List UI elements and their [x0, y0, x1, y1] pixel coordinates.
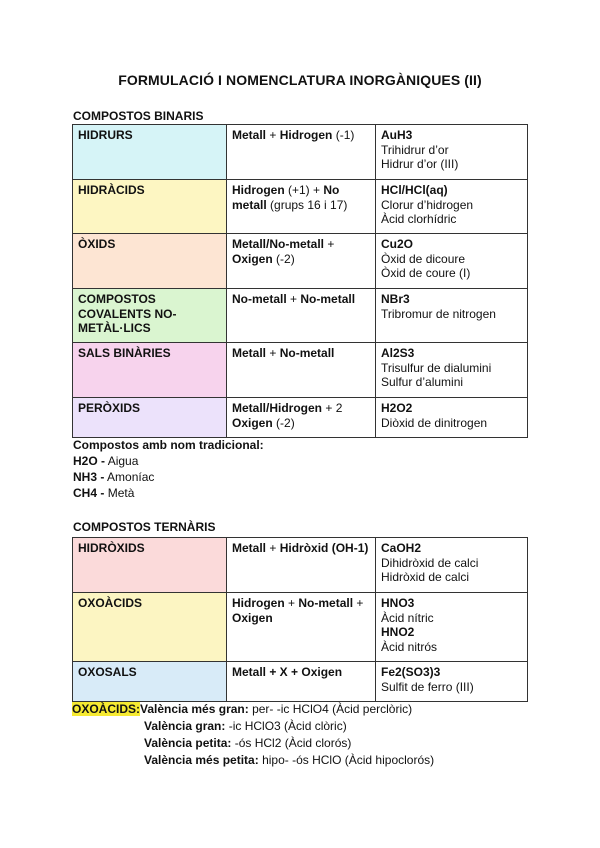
category-cell: COMPOSTOS COVALENTS NO-METÀL·LICS — [73, 289, 227, 343]
section-title-ternaris: COMPOSTOS TERNÀRIS — [73, 520, 216, 534]
table-row — [73, 180, 528, 234]
table-row — [73, 289, 528, 343]
example-cell: HCl/HCl(aq) Clorur d’hidrogen Àcid clorhídric — [376, 180, 528, 234]
table-row — [73, 125, 528, 180]
traditional-heading: Compostos amb nom tradicional: — [73, 438, 264, 452]
list-item: H2O - Aigua — [73, 454, 139, 468]
category-cell: PERÒXIDS — [73, 398, 227, 438]
category-cell: HIDRÀCIDS — [73, 180, 227, 234]
example-cell: Cu2O Òxid de dicoure Òxid de coure (I) — [376, 234, 528, 289]
example-cell: Al2S3 Trisulfur de dialumini Sulfur d’alumini — [376, 343, 528, 398]
category-cell: HIDRÒXIDS — [73, 538, 227, 593]
list-item: OXOÀCIDS:València més gran: per- -ic HClO4 (Àcid perclòric) — [72, 702, 413, 716]
table-row — [73, 593, 528, 662]
list-item: València més petita: hipo- -ós HClO (Àcid hipoclorós) — [144, 753, 435, 767]
formula-cell: Hidrogen (+1) + No metall (grups 16 i 17) — [227, 180, 376, 234]
formula-cell: Metall + X + Oxigen — [227, 662, 376, 702]
category-cell: OXOSALS — [73, 662, 227, 702]
list-item: NH3 - Amoníac — [73, 470, 155, 484]
table-row — [73, 234, 528, 289]
section-title-binaris: COMPOSTOS BINARIS — [73, 109, 204, 123]
page-title: FORMULACIÓ I NOMENCLATURA INORGÀNIQUES (II) — [118, 72, 482, 88]
list-item: CH4 - Metà — [73, 486, 135, 500]
table-row — [73, 662, 528, 702]
example-cell: H2O2 Diòxid de dinitrogen — [376, 398, 528, 438]
example-cell: HNO3 Àcid nítric HNO2 Àcid nitrós — [376, 593, 528, 662]
category-cell: HIDRURS — [73, 125, 227, 180]
example-cell: CaOH2 Dihidròxid de calci Hidròxid de calci — [376, 538, 528, 593]
category-cell: OXOÀCIDS — [73, 593, 227, 662]
example-cell: AuH3 Trihidrur d’or Hidrur d’or (III) — [376, 125, 528, 180]
list-item: València gran: -ic HClO3 (Àcid clòric) — [144, 719, 347, 733]
formula-cell: Metall + No-metall — [227, 343, 376, 398]
formula-cell: Metall/Hidrogen + 2 Oxigen (-2) — [227, 398, 376, 438]
category-cell: ÒXIDS — [73, 234, 227, 289]
formula-cell: Metall/No-metall + Oxigen (-2) — [227, 234, 376, 289]
oxoacids-label: OXOÀCIDS: — [72, 702, 141, 716]
list-item: València petita: -ós HCl2 (Àcid clorós) — [144, 736, 352, 750]
table-row — [73, 538, 528, 593]
formula-cell: Hidrogen + No-metall + Oxigen — [227, 593, 376, 662]
table-row — [73, 343, 528, 398]
binaris-table — [72, 124, 528, 438]
oxoacids-rules — [72, 701, 434, 769]
traditional-names — [73, 437, 264, 501]
formula-cell: No-metall + No-metall — [227, 289, 376, 343]
formula-cell: Metall + Hidròxid (OH-1) — [227, 538, 376, 593]
category-cell: SALS BINÀRIES — [73, 343, 227, 398]
example-cell: Fe2(SO3)3 Sulfit de ferro (III) — [376, 662, 528, 702]
formula-cell: Metall + Hidrogen (-1) — [227, 125, 376, 180]
table-row — [73, 398, 528, 438]
example-cell: NBr3 Tribromur de nitrogen — [376, 289, 528, 343]
ternaris-table — [72, 537, 528, 702]
